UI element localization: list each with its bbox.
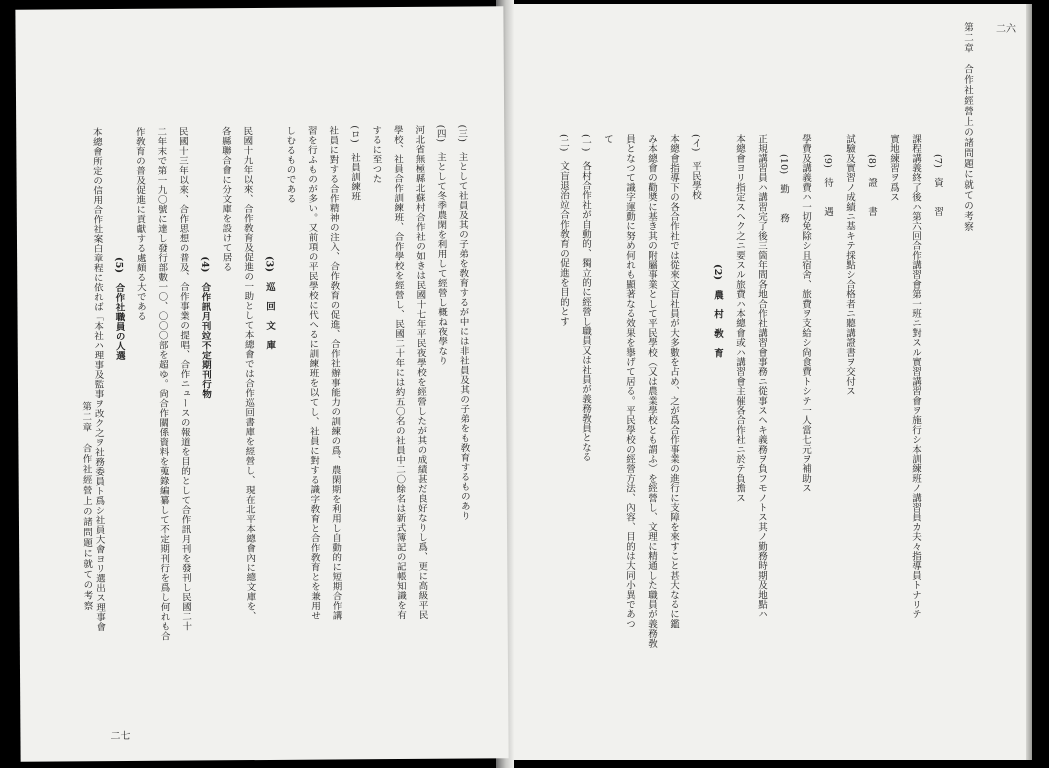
left-page-text-column: するに至つた [370, 125, 382, 184]
left-page-text-column: 河北省無極縣北蘇村合作社の如きは民國十七年平民夜學校を經營したが其の成績甚だ良好なりし爲、更に高級平民 [413, 124, 428, 620]
right-page-text-column: 員となつて識字運動に努め何れも顯著なる效果を擧げて居る。平民學校の經營方法、內容、目的は大同小異であつ [624, 134, 635, 629]
right-page-text-column: 實地練習ヲ爲ス [888, 134, 899, 202]
page-number-right: 二六 [996, 24, 1016, 35]
left-page [15, 6, 508, 761]
running-footer: 第二章 合作社經營上の諸問題に就ての考察 [80, 401, 93, 612]
right-page-text-column: み本總會の勸奬に基き其の附屬事業として平民學校（又は農業學校とも謂ふ）を經營し、文理に精通した職員が義務敎 [646, 134, 657, 649]
right-page-text-column: (7) 資 習 [932, 154, 943, 217]
right-page-text-column: (8) 證 書 [866, 154, 877, 217]
left-page-text-column: 本總會所定の信用合作社案白章程に依れば「本社ハ理事及監事ヲ改ク之ヲ社務委員ト爲シ社員大會ヨリ選出ス理事會 [90, 127, 106, 632]
page-number-left: 二七 [110, 730, 131, 743]
left-page-text-column: (3) 巡 回 文 庫 [263, 255, 276, 350]
right-page-text-column: (10) 勤 務 [778, 154, 789, 223]
left-page-text-column: 民國十九年以來、合作敎育及促進の一助として本總會では合作巡回書庫を經營し、現在北平本總會內に總文庫を、 [241, 126, 256, 621]
left-page-text-column: (四) 主として冬季農閑を利用して經營し概ね夜學なり [434, 124, 448, 366]
running-header: 第二章 合作社經營上の諸問題に就ての考察 [962, 22, 973, 232]
right-page-text-column: 課程講義終了後ハ第六回合作講習會第一班ニ對スル實習講習會ヲ施行シ本訓練班ノ講習員カ夫々指導員トナリテ [910, 134, 921, 619]
left-page-text-column: 習を行ふものが多い。又前項の平民學校に代へるに訓練班を以てし、社員に對する識字敎育と合作敎育とを兼用せ [305, 125, 321, 621]
right-page-text-column: 學費及講義費ハ一切免除シ且宿舍、旅費ヲ支給シ尙食費トシテ一人當七元ヲ補助ス [800, 134, 811, 493]
left-page-text-column: (5) 合作社職員の人選 [113, 256, 125, 361]
right-page-text-column: 試驗及實習ノ成績ニ基キテ採點シ合格者ニ聽講證書ヲ交付ス [844, 134, 855, 396]
left-page-text-column: 社員に對する合作精神の注入、合作敎育の促進、合作社辦事能力の訓練の爲、農閑期を利用し自動的に短期合作講 [327, 125, 342, 621]
right-page-text-column: 正規講習員ハ講習完了後三箇年間各地合作社講習會事務ニ從事スヘキ義務ヲ負フモノトス其ノ勤務時期及地點ハ [756, 134, 767, 619]
right-page-text-column: (9) 待 遇 [822, 154, 833, 217]
left-page-text-column: (三) 主として社員及其の子弟を敎育するが中には非社員及其の子弟をも敎育するものあり [456, 124, 470, 521]
right-page-text-column: (イ) 平民學校 [690, 134, 701, 201]
left-page-text-column: しむるものである [284, 125, 296, 204]
right-page-text-column: (一) 各村合作社が自動的、獨立的に經營し職員又は社員が義務敎員となる [580, 134, 591, 462]
right-page-text-column: 本總會ヨリ指定スヘク之ニ要スル旅費ハ本總會或ハ講習會主催各合作社ニ於テ負擔ス [734, 134, 745, 503]
left-page-text-column: 民國十三年以來、合作思想の普及、合作事業の提唱、合作ニュースの報道を目的として合作訊月刊を發刊し民國二十 [176, 126, 192, 631]
right-page [512, 4, 1032, 760]
left-page-text-column: 作敎育の普及促進に貢獻する處頗る大である [133, 126, 147, 321]
left-page-text-column: 二年末で第一九〇號に達し發行部數一〇、〇〇〇部を超ゆ。尙合作關係資料を蒐錄編纂して不定期刊行を爲し何れも合 [155, 126, 170, 641]
left-page-text-column: (ロ) 社員訓練班 [348, 125, 361, 202]
right-page-text-column: 本總會指導下の各合作社では從來文盲社員が大多數を占め、之が爲合作事業の進行に支障を來すこと甚大なるに鑑 [668, 134, 679, 629]
left-page-text-column: (4) 合作訊月刊竝不定期刊行物 [199, 256, 212, 399]
right-page-text-column: (二) 文盲退治竝合作敎育の促進を目的とす [558, 134, 569, 327]
right-page-text-column: て [602, 134, 613, 144]
left-page-text-column: 學校、社員合作訓練班、合作學校を經營し、民國二十年には約五〇名の社員中二〇餘名は新式簿記の記帳知識を有 [391, 125, 407, 620]
left-page-text-column: 各縣聯合會に分文庫を設けて居る [219, 126, 232, 272]
page-edge [1026, 4, 1032, 760]
right-page-text-column: (2) 農 村 敎 育 [712, 264, 723, 358]
